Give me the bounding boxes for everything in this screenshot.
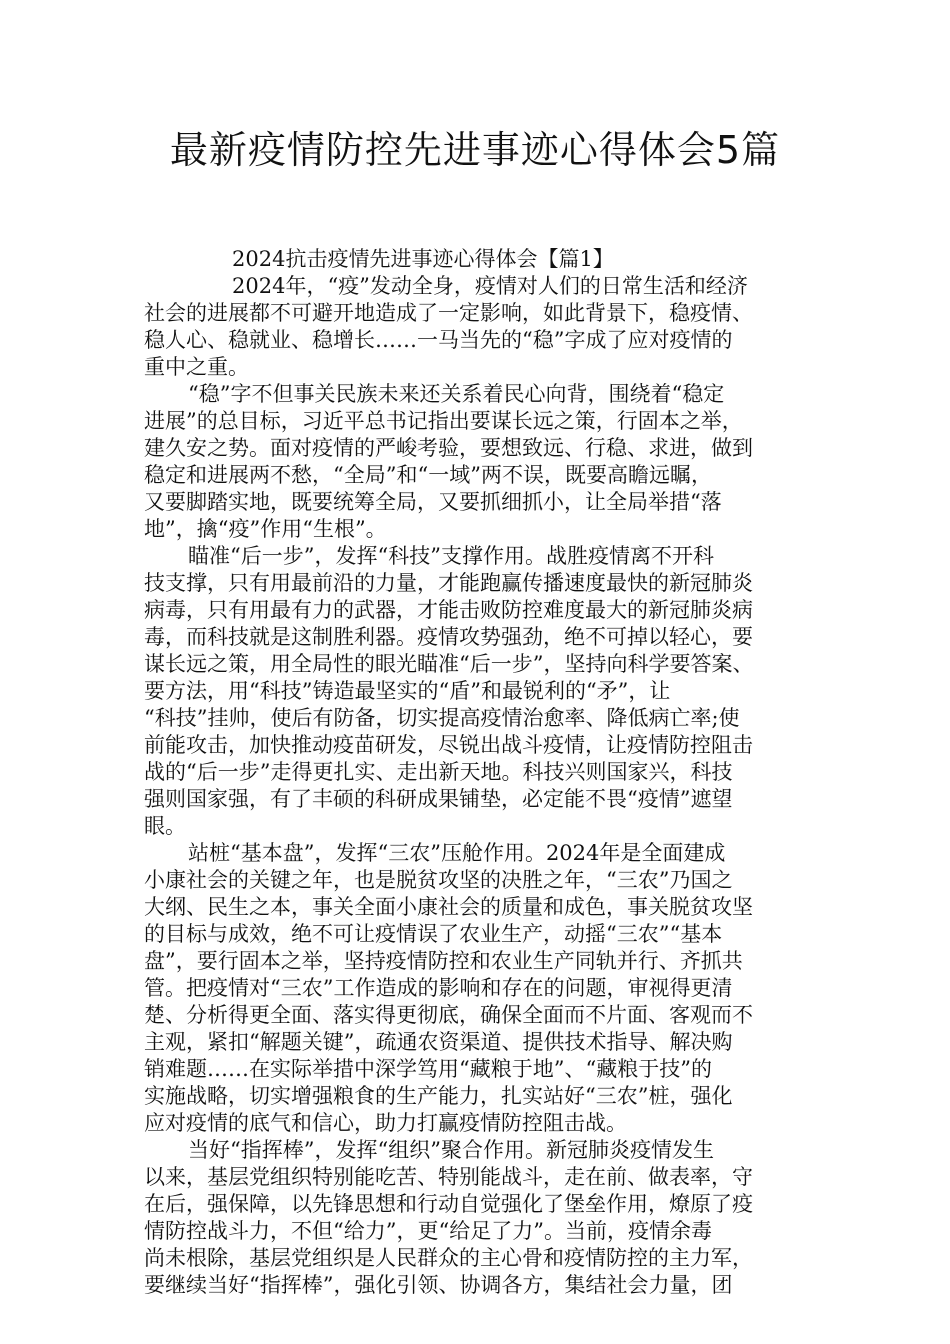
paragraph-line: 瞄准“后一步”，发挥“科技”支撑作用。战胜疫情离不开科 <box>188 544 714 568</box>
paragraph-list <box>144 273 812 1299</box>
paragraph-line: 毒，而科技就是这制胜利器。疫情攻势强劲，绝不可掉以轻心，要 <box>144 625 753 649</box>
paragraph-line: 社会的进展都不可避开地造成了一定影响，如此背景下，稳疫情、 <box>144 301 753 325</box>
paragraph-line: 以来，基层党组织特别能吃苦、特别能战斗，走在前、做表率，守 <box>144 1165 753 1189</box>
paragraph-line: 要继续当好“指挥棒”，强化引领、协调各方，集结社会力量，团 <box>144 1273 733 1297</box>
paragraph-line: 管。把疫情对“三农”工作造成的影响和存在的问题，审视得更清 <box>144 976 733 1000</box>
paragraph-line: 要方法，用“科技”铸造最坚实的“盾”和最锐利的“矛”，让 <box>144 679 671 703</box>
paragraph-line: 建久安之势。面对疫情的严峻考验，要想致远、行稳、求进，做到 <box>144 436 753 460</box>
paragraph <box>144 543 812 840</box>
paragraph <box>144 381 812 543</box>
paragraph-line: 主观，紧扣“解题关键”，疏通农资渠道、提供技术指导、解决购 <box>144 1030 733 1054</box>
paragraph-line: 稳定和进展两不愁，“全局”和“一域”两不误，既要高瞻远瞩， <box>144 463 712 487</box>
paragraph-line: 稳人心、稳就业、稳增长……一马当先的“稳”字成了应对疫情的 <box>144 328 733 352</box>
paragraph-line: 当好“指挥棒”，发挥“组织”聚合作用。新冠肺炎疫情发生 <box>188 1138 714 1162</box>
paragraph-line: 销难题……在实际举措中深学笃用“藏粮于地”、“藏粮于技”的 <box>144 1057 712 1081</box>
paragraph-line: 强则国家强，有了丰硕的科研成果铺垫，必定能不畏“疫情”遮望 <box>144 787 733 811</box>
paragraph-line: “稳”字不但事关民族未来还关系着民心向背，围绕着“稳定 <box>188 382 725 406</box>
paragraph-line: 站桩“基本盘”，发挥“三农”压舱作用。2024年是全面建成 <box>188 841 726 865</box>
paragraph-line: 地”，擒“疫”作用“生根”。 <box>144 517 387 541</box>
section-heading: 2024抗击疫情先进事迹心得体会【篇1】 <box>232 247 614 271</box>
paragraph <box>144 840 812 1137</box>
paragraph <box>144 273 812 381</box>
document-body <box>144 246 812 1299</box>
paragraph-line: 小康社会的关键之年，也是脱贫攻坚的决胜之年，“三农”乃国之 <box>144 868 733 892</box>
document-title: 最新疫情防控先进事迹心得体会5篇 <box>169 128 781 172</box>
paragraph-line: 进展”的总目标，习近平总书记指出要谋长远之策，行固本之举， <box>144 409 743 433</box>
paragraph-line: 情防控战斗力，不但“给力”，更“给足了力”。当前，疫情余毒 <box>144 1219 712 1243</box>
paragraph-line: 重中之重。 <box>144 355 249 379</box>
paragraph-line: 眼。 <box>144 814 186 838</box>
paragraph-line: 在后，强保障，以先锋思想和行动自觉强化了堡垒作用，燎原了疫 <box>144 1192 753 1216</box>
paragraph-line: 病毒，只有用最有力的武器，才能击败防控难度最大的新冠肺炎病 <box>144 598 753 622</box>
paragraph-line: 谋长远之策，用全局性的眼光瞄准“后一步”，坚持向科学要答案、 <box>144 652 754 676</box>
paragraph-line: 大纲、民生之本，事关全面小康社会的质量和成色，事关脱贫攻坚 <box>144 895 753 919</box>
paragraph-line: 实施战略，切实增强粮食的生产能力，扎实站好“三农”桩，强化 <box>144 1084 733 1108</box>
paragraph-line: 的目标与成效，绝不可让疫情误了农业生产，动摇“三农”“基本 <box>144 922 723 946</box>
paragraph-line: 尚未根除，基层党组织是人民群众的主心骨和疫情防控的主力军， <box>144 1246 753 1270</box>
paragraph-line: “科技”挂帅，使后有防备，切实提高疫情治愈率、降低病亡率;使 <box>144 706 740 730</box>
paragraph-line: 战的“后一步”走得更扎实、走出新天地。科技兴则国家兴，科技 <box>144 760 733 784</box>
paragraph-line: 前能攻击，加快推动疫苗研发，尽锐出战斗疫情，让疫情防控阻击 <box>144 733 753 757</box>
paragraph-line: 技支撑，只有用最前沿的力量，才能跑赢传播速度最快的新冠肺炎 <box>144 571 753 595</box>
paragraph-line: 盘”，要行固本之举，坚持疫情防控和农业生产同轨并行、齐抓共 <box>144 949 743 973</box>
paragraph-line: 楚、分析得更全面、落实得更彻底，确保全面而不片面、客观而不 <box>144 1003 753 1027</box>
paragraph-line: 应对疫情的底气和信心，助力打赢疫情防控阻击战。 <box>144 1111 627 1135</box>
paragraph-line: 2024年，“疫”发动全身，疫情对人们的日常生活和经济 <box>232 274 748 298</box>
paragraph <box>144 1137 812 1299</box>
paragraph-line: 又要脚踏实地，既要统筹全局，又要抓细抓小，让全局举措“落 <box>144 490 722 514</box>
